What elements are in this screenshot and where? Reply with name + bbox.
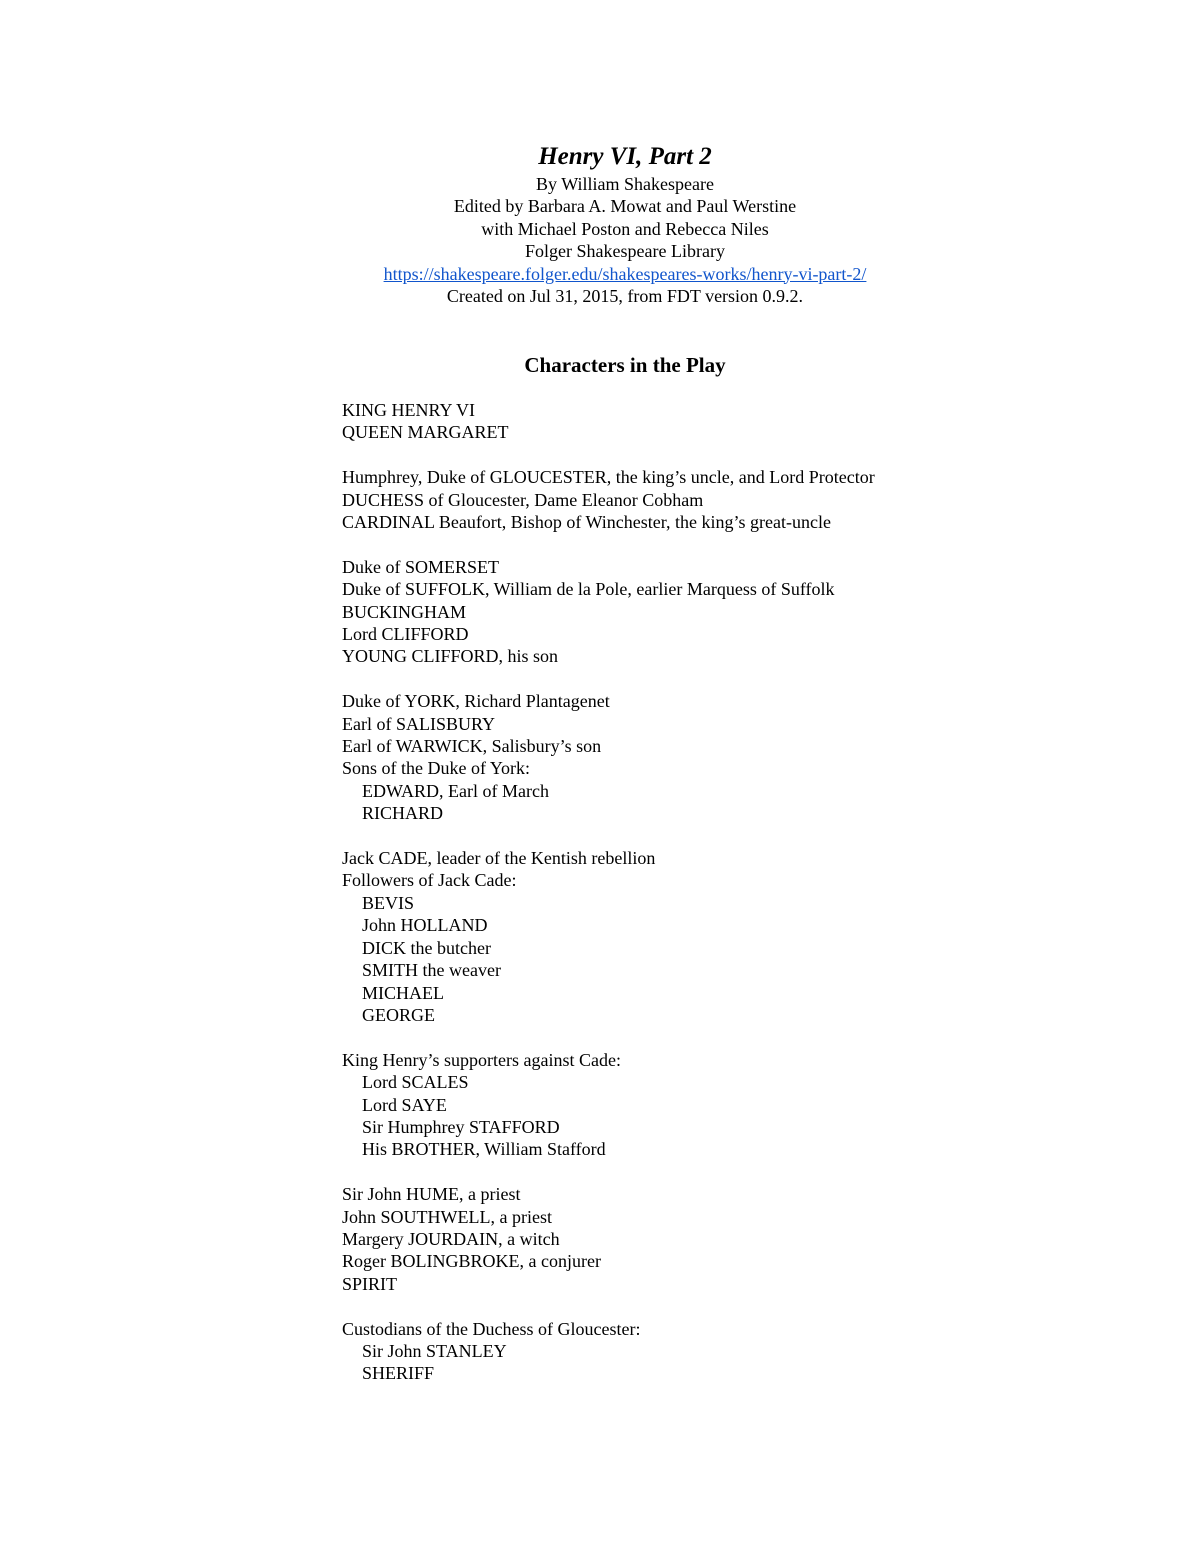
character-entry: CARDINAL Beaufort, Bishop of Winchester, the king’s great-uncle bbox=[342, 512, 831, 533]
character-subentry: Lord SAYE bbox=[362, 1094, 447, 1115]
title-block bbox=[300, 141, 950, 307]
character-entry: Earl of SALISBURY bbox=[342, 713, 495, 734]
character-group bbox=[342, 556, 942, 668]
url-line bbox=[300, 263, 950, 285]
character-entry: Followers of Jack Cade: bbox=[342, 870, 517, 891]
character-group bbox=[342, 1318, 942, 1385]
character-subentry: SMITH the weaver bbox=[362, 960, 501, 981]
character-group bbox=[342, 399, 942, 444]
character-group bbox=[342, 1049, 942, 1161]
character-subentry: DICK the butcher bbox=[362, 937, 491, 958]
character-entry: Humphrey, Duke of GLOUCESTER, the king’s uncle, and Lord Protector bbox=[342, 467, 875, 488]
character-entry: SPIRIT bbox=[342, 1273, 398, 1294]
character-subentry: BEVIS bbox=[362, 892, 415, 913]
created-line: Created on Jul 31, 2015, from FDT version 0.9.2. bbox=[446, 286, 804, 307]
character-entry: John SOUTHWELL, a priest bbox=[342, 1206, 552, 1227]
character-subentry: GEORGE bbox=[362, 1004, 435, 1025]
source-url-link[interactable]: https://shakespeare.folger.edu/shakespeares-works/henry-vi-part-2/ bbox=[383, 263, 867, 284]
character-subentry: His BROTHER, William Stafford bbox=[362, 1139, 606, 1160]
character-subentry: Sir Humphrey STAFFORD bbox=[362, 1116, 560, 1137]
characters-heading: Characters in the Play bbox=[524, 353, 726, 377]
character-subentry: Lord SCALES bbox=[362, 1072, 469, 1093]
character-subentry: EDWARD, Earl of March bbox=[362, 780, 549, 801]
coeditors-line: with Michael Poston and Rebecca Niles bbox=[481, 218, 769, 239]
character-entry: DUCHESS of Gloucester, Dame Eleanor Cobham bbox=[342, 489, 704, 510]
character-entry: Jack CADE, leader of the Kentish rebellion bbox=[342, 848, 656, 869]
character-entry: Margery JOURDAIN, a witch bbox=[342, 1228, 560, 1249]
character-entry: Custodians of the Duchess of Gloucester: bbox=[342, 1318, 641, 1339]
character-subentry: MICHAEL bbox=[362, 982, 444, 1003]
character-entry: Sir John HUME, a priest bbox=[342, 1184, 521, 1205]
library-line: Folger Shakespeare Library bbox=[525, 241, 725, 262]
character-entry: BUCKINGHAM bbox=[342, 601, 467, 622]
character-entry: KING HENRY VI bbox=[342, 400, 475, 420]
character-subentry: John HOLLAND bbox=[362, 915, 488, 936]
character-entry: King Henry’s supporters against Cade: bbox=[342, 1049, 621, 1070]
character-entry: QUEEN MARGARET bbox=[342, 422, 509, 443]
character-list bbox=[342, 399, 942, 1385]
character-entry: Roger BOLINGBROKE, a conjurer bbox=[342, 1251, 601, 1272]
character-subentry: SHERIFF bbox=[362, 1363, 435, 1384]
character-entry: Duke of SOMERSET bbox=[342, 556, 499, 577]
character-group bbox=[342, 1183, 942, 1295]
editors-line: Edited by Barbara A. Mowat and Paul Werstine bbox=[453, 196, 797, 217]
character-entry: Lord CLIFFORD bbox=[342, 624, 469, 645]
character-entry: Duke of YORK, Richard Plantagenet bbox=[342, 691, 610, 712]
character-subentry: Sir John STANLEY bbox=[362, 1340, 507, 1361]
character-group bbox=[342, 690, 942, 824]
character-entry: Duke of SUFFOLK, William de la Pole, earlier Marquess of Suffolk bbox=[342, 579, 835, 600]
document-title: Henry VI, Part 2 bbox=[538, 143, 712, 170]
character-subentry: RICHARD bbox=[362, 803, 444, 824]
character-entry: Earl of WARWICK, Salisbury’s son bbox=[342, 736, 602, 757]
character-group bbox=[342, 466, 942, 533]
character-group bbox=[342, 847, 942, 1026]
author-line: By William Shakespeare bbox=[536, 174, 714, 194]
character-entry: YOUNG CLIFFORD, his son bbox=[342, 646, 559, 667]
character-entry: Sons of the Duke of York: bbox=[342, 758, 531, 779]
